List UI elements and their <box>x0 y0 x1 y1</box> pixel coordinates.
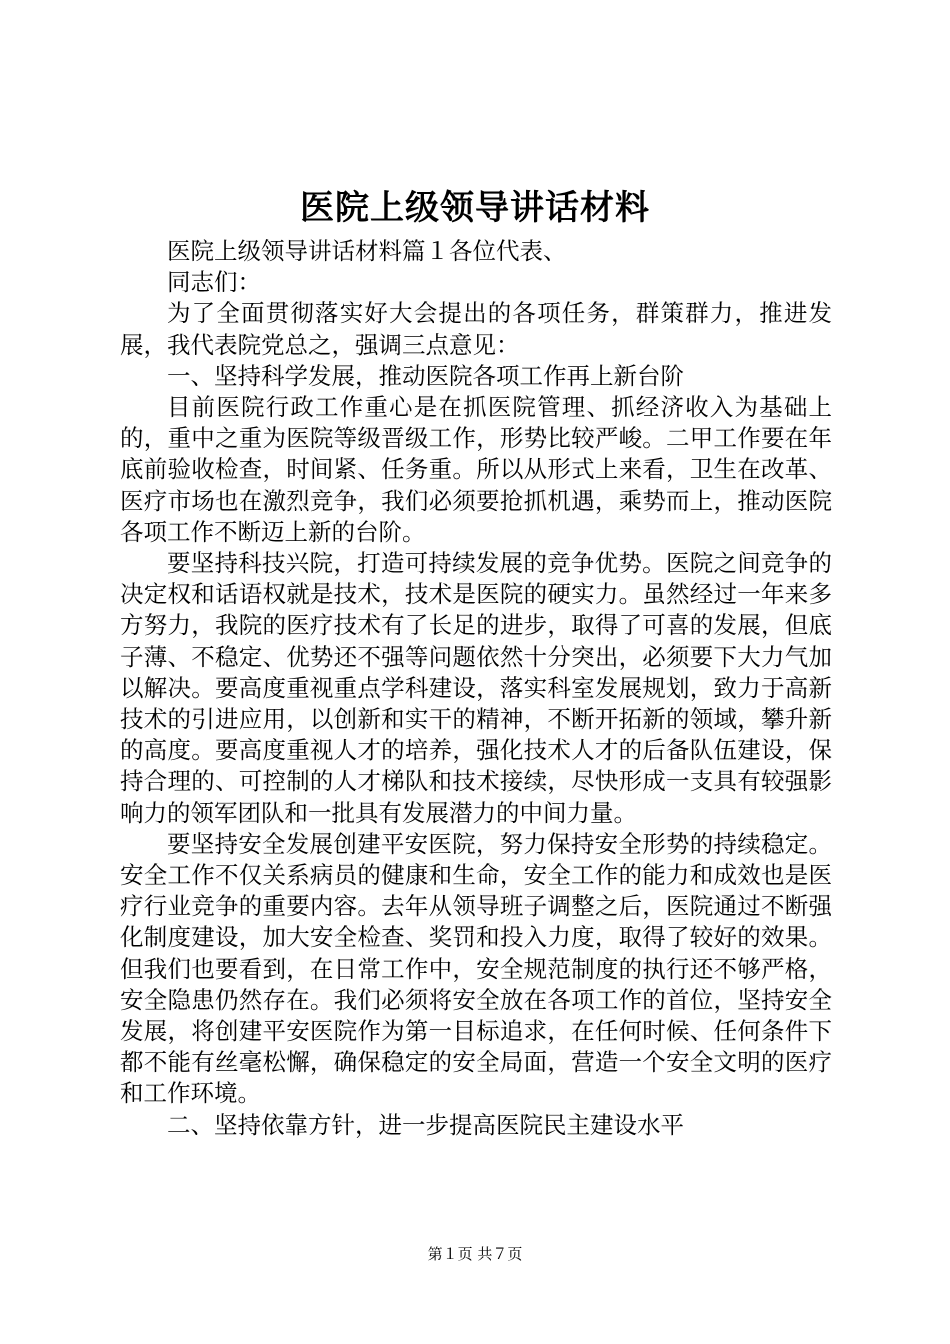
document-title: 医院上级领导讲话材料 <box>300 188 650 228</box>
paragraph-body-2: 要坚持科技兴院，打造可持续发展的竞争优势。医院之间竞争的决定权和话语权就是技术，技术是医院的硬实力。虽然经过一年来多方努力，我院的医疗技术有了长足的进步，取得了可喜的发展，但底子薄、不稳定、优势还不强等问题依然十分突出，必须要下大力气加以解决。要高度重视重点学科建设，落实科室发展规划，致力于高新技术的引进应用，以创新和实干的精神，不断开拓新的领域，攀升新的高度。要高度重视人才的培养，强化技术人才的后备队伍建设，保持合理的、可控制的人才梯队和技术接续，尽快形成一支具有较强影响力的领军团队和一批具有发展潜力的中间力量。 <box>120 549 832 827</box>
paragraph-intro: 为了全面贯彻落实好大会提出的各项任务，群策群力，推进发展，我代表院党总之，强调三点意见： <box>120 299 832 359</box>
paragraph-salutation-1: 医院上级领导讲话材料篇１各位代表、 <box>167 237 567 265</box>
section-heading-2: 二、坚持依靠方针，进一步提高医院民主建设水平 <box>167 1110 684 1139</box>
page-number-footer: 第１页 共７页 <box>427 1245 523 1263</box>
section-heading-1: 一、坚持科学发展，推动医院各项工作再上新台阶 <box>167 361 684 390</box>
document-body <box>120 236 832 1141</box>
paragraph-salutation-2: 同志们： <box>167 268 261 297</box>
paragraph-body-3: 要坚持安全发展创建平安医院，努力保持安全形势的持续稳定。安全工作不仅关系病员的健康和生命，安全工作的能力和成效也是医疗行业竞争的重要内容。去年从领导班子调整之后，医院通过不断强化制度建设，加大安全检查、奖罚和投入力度，取得了较好的效果。但我们也要看到，在日常工作中，安全规范制度的执行还不够严格，安全隐患仍然存在。我们必须将安全放在各项工作的首位，坚持安全发展，将创建平安医院作为第一目标追求，在任何时候、任何条件下都不能有丝毫松懈，确保稳定的安全局面，营造一个安全文明的医疗和工作环境。 <box>120 829 832 1108</box>
paragraph-body-1: 目前医院行政工作重心是在抓医院管理、抓经济收入为基础上的，重中之重为医院等级晋级工作，形势比较严峻。二甲工作要在年底前验收检查，时间紧、任务重。所以从形式上来看，卫生在改革、医疗市场也在激烈竞争，我们必须要抢抓机遇，乘势而上，推动医院各项工作不断迈上新的台阶。 <box>120 393 832 546</box>
